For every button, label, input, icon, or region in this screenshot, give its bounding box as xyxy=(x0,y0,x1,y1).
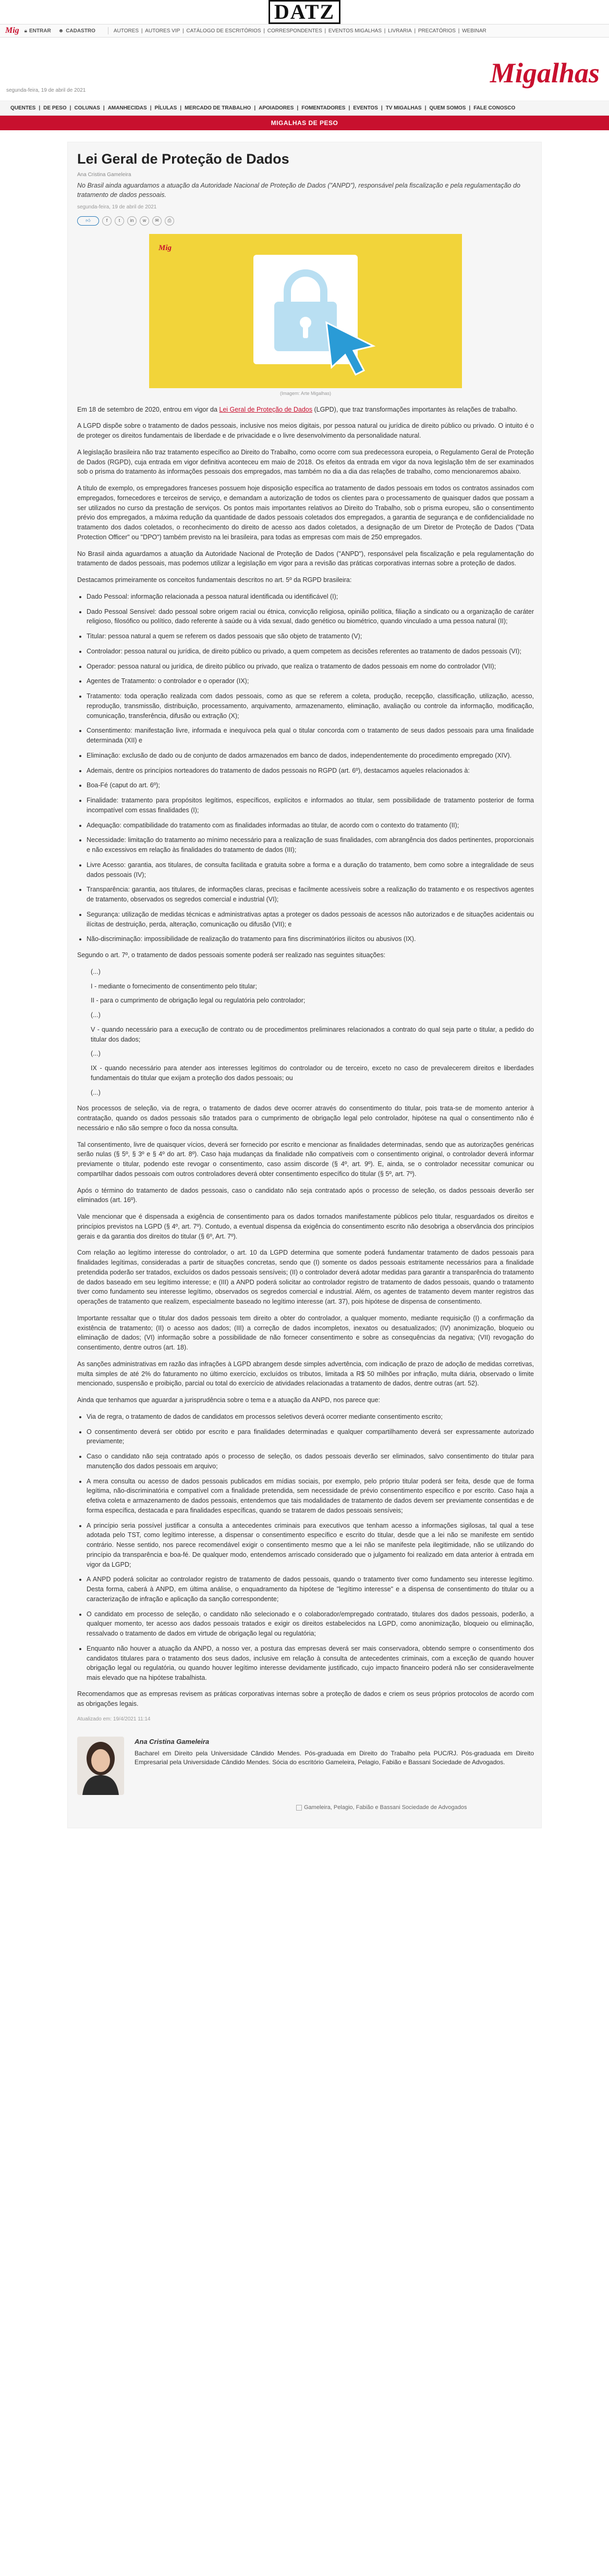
nav-separator: | xyxy=(424,105,427,111)
quote-line: (...) xyxy=(91,1011,101,1019)
section-banner[interactable]: MIGALHAS DE PESO xyxy=(0,116,609,130)
closing-paragraph: Recomendamos que as empresas revisem as práticas corporativas internas sobre a proteção de dados e criem os seus próprios protocolos de acordo com as obrigações legais. xyxy=(77,1690,534,1707)
article xyxy=(67,142,542,1828)
paragraph-group xyxy=(77,1104,534,1405)
lock-icon: 🔒︎ xyxy=(24,28,27,34)
paragraph: No Brasil ainda aguardamos a atuação da Autoridade Nacional de Proteção de Dados ("ANPD"), responsável pela fiscalização e pela regulamentação do tratamento de dados pessoais, mas podemos utilizar a legislação em vigor para a revisão das práticas corporativas internas sobre a proteção de dados. xyxy=(77,550,534,567)
small-brand-logo[interactable]: Mig xyxy=(5,26,19,35)
nav-separator: | xyxy=(348,105,350,111)
nav-item[interactable]: FOMENTADORES xyxy=(301,105,346,111)
definition-item: • Finalidade: tratamento para propósitos legítimos, específicos, explícitos e informados ao titular, sem possibilidade de tratamento posterior de forma incompatível com essas finalidades (I); xyxy=(87,796,534,815)
quote-line: II - para o cumprimento de obrigação legal ou regulatória pelo controlador; xyxy=(91,997,306,1005)
site-header xyxy=(0,38,609,101)
law-firm-logo[interactable] xyxy=(296,1803,534,1812)
definition-item: • Dado Pessoal Sensível: dado pessoal sobre origem racial ou étnica, convicção religiosa, opinião política, filiação a sindicato ou a organização de caráter religioso, filosófico ou político, dado referente à saúde ou à vida sexual, dado genético ou biométrico, quando vinculado a uma pessoa natural (II); xyxy=(87,607,534,627)
paragraph: A legislação brasileira não traz tratamento específico ao Direito do Trabalho, como ocorre com sua predecessora europeia, o Regulamento Geral de Proteção de Dados (RGPD), cuja entrada em vigor definitiva aconteceu em maio de 2018. Os efeitos da entrada em vigor da nova legislação têm de ser examinados sob o prisma do tratamento às informações pessoais dos empregados, mas também no dia a dia das relações de trabalho, como mencionaremos abaixo. xyxy=(77,448,534,476)
image-brand-logo: Mig xyxy=(159,244,172,252)
top-link[interactable]: CORRESPONDENTES xyxy=(267,28,322,34)
conclusions-list xyxy=(87,1412,534,1683)
link-separator: | xyxy=(383,28,387,34)
quote-line: (...) xyxy=(91,968,101,975)
nav-item[interactable]: APOIADORES xyxy=(259,105,294,111)
like-button[interactable]: 👍︎ xyxy=(77,216,99,226)
conclusion-item: • A mera consulta ou acesso de dados pessoais publicados em mídias sociais, por exemplo, pelo próprio titular poderá ser feita, desde que de forma legítima, não-discriminatória e compatível com a finalidade pretendida, sem necessidade de prévio consentimento específico e por escrito. Caso haja a efetiva coleta e armazenamento de dados pessoais, entendemos que tais modalidades de tratamento de dados devem ser previamente consentidas e de forma específica, destacada e para finalidades específicas, quando se tratarem de dados pessoais sensíveis; xyxy=(87,1477,534,1516)
email-icon[interactable]: ✉ xyxy=(152,216,162,226)
author-portrait xyxy=(77,1737,124,1795)
link-separator: | xyxy=(262,28,266,34)
definitions-list xyxy=(87,592,534,944)
login-link[interactable] xyxy=(25,28,51,34)
top-utility-bar xyxy=(0,24,609,38)
quote-line: V - quando necessário para a execução de contrato ou de procedimentos preliminares relacionados a contrato do qual seja parte o titular, a pedido do titular dos dados; xyxy=(91,1025,534,1043)
user-icon: ☻ xyxy=(58,28,64,34)
login-label: ENTRAR xyxy=(29,28,51,34)
nav-separator: | xyxy=(39,105,41,111)
paragraph-text: Em 18 de setembro de 2020, entrou em vigor da xyxy=(77,405,220,413)
paragraph: A título de exemplo, os empregadores franceses possuem hoje disposição específica ao tratamento de dados pessoais em todos os contratos assinados com empregados, fornecedores e terceiros de serviço, e demandam a autorização de todos os clientes para o processamento de quaisquer dados que possam a ser utilizados no curso da prestação de serviços. Os pontos mais importantes relativos ao Direito do Trabalho, sob o prisma europeu, são o consentimento prévio dos empregados, a máxima redução da quantidade de dados pessoais coletados dos empregados, a garantia de segurança e de confidencialidade no tratamento dos dados coletados, o reconhecimento do direito de acesso aos dados coletados, a designação de um Diretor de Proteção de Dados ("Data Protection Officer" ou "DPO") também previsto na lei brasileira, para todas as empresas com mais de 250 empregados. xyxy=(77,485,534,541)
nav-item[interactable]: PÍLULAS xyxy=(154,105,177,111)
quote-line: IX - quando necessário para atender aos interesses legítimos do controlador ou de terceiro, exceto no caso de prevalecerem direitos e liberdades fundamentais do titular que exijam a proteção dos dados pessoais; ou xyxy=(91,1064,534,1082)
author-description: Bacharel em Direito pela Universidade Cândido Mendes. Pós-graduada em Direito do Trabalho pela PUC/RJ. Pós-graduada em Direito Empresarial pela Universidade Cândido Mendes. Sócia do escritório Gameleira, Pelagio, Fabião e Bassani Sociedade de Advogados. xyxy=(135,1749,534,1766)
top-link[interactable]: PRECATÓRIOS xyxy=(418,28,456,34)
paragraph: Destacamos primeiramente os conceitos fundamentais descritos no art. 5º da RGPD brasileira: xyxy=(77,576,352,584)
conclusion-item: • O consentimento deverá ser obtido por escrito e para finalidades determinadas e qualquer compartilhamento deverá ser expressamente autorizado previamente; xyxy=(87,1427,534,1447)
link-separator: | xyxy=(140,28,144,34)
header-date: segunda-feira, 19 de abril de 2021 xyxy=(6,88,86,93)
image-caption: (Imagem: Arte Migalhas) xyxy=(279,391,332,396)
nav-item[interactable]: EVENTOS xyxy=(353,105,378,111)
definition-item: • Controlador: pessoa natural ou jurídica, de direito público ou privado, a quem competem as decisões referentes ao tratamento de dados pessoais (VI); xyxy=(87,647,534,657)
top-link[interactable]: EVENTOS MIGALHAS xyxy=(328,28,382,34)
definition-item: • Consentimento: manifestação livre, informada e inequívoca pela qual o titular concorda com o tratamento de seus dados pessoais para uma finalidade determinada (XII) e xyxy=(87,726,534,746)
definition-item: • Tratamento: toda operação realizada com dados pessoais, como as que se referem a coleta, produção, recepção, classificação, utilização, acesso, reprodução, transmissão, distribuição, processamento, arquivamento, armazenamento, eliminação, avaliação ou controle da informação, modificação, comunicação, transferência, difusão ou extração (X); xyxy=(87,691,534,721)
paragraph-group xyxy=(77,421,534,585)
share-bar xyxy=(77,216,534,226)
linkedin-icon[interactable]: in xyxy=(127,216,137,226)
author-bio xyxy=(77,1737,534,1795)
quote-line: I - mediante o fornecimento de consentimento pelo titular; xyxy=(91,982,257,990)
nav-separator: | xyxy=(150,105,152,111)
facebook-icon[interactable]: f xyxy=(102,216,112,226)
link-separator: | xyxy=(181,28,186,34)
paragraph: Ainda que tenhamos que aguardar a jurisprudência sobre o tema e a atuação da ANPD, nos parece que: xyxy=(77,1396,380,1404)
link-separator: | xyxy=(323,28,327,34)
article-lede: No Brasil ainda aguardamos a atuação da Autoridade Nacional de Proteção de Dados ("ANPD"), responsável pela fiscalização e pela regulamentação do tratamento de dados pessoais. xyxy=(77,181,520,199)
whatsapp-icon[interactable]: w xyxy=(140,216,149,226)
article-author[interactable]: Ana Cristina Gameleira xyxy=(77,171,131,178)
nav-item[interactable]: MERCADO DE TRABALHO xyxy=(185,105,251,111)
nav-item[interactable]: QUENTES xyxy=(10,105,36,111)
link-separator: | xyxy=(412,28,417,34)
ad-logo: DATZ xyxy=(269,0,340,24)
twitter-icon[interactable]: t xyxy=(115,216,124,226)
conclusion-item: • Via de regra, o tratamento de dados de candidatos em processos seletivos deverá ocorrer mediante consentimento escrito; xyxy=(87,1412,534,1422)
nav-separator: | xyxy=(254,105,256,111)
top-advertisement[interactable] xyxy=(0,0,609,24)
conclusion-item: • O candidato em processo de seleção, o candidato não selecionado e o colaborador/empregado contratado, titulares dos dados pessoais, poderão, a qualquer momento, ter acesso aos dados pessoais tratados e exigir os direitos estabelecidos na LGPD, como anonimização, bloqueio ou eliminação, ressalvado o tratamento de dados em virtude de obrigação legal ou regulatória; xyxy=(87,1609,534,1639)
nav-item[interactable]: QUEM SOMOS xyxy=(429,105,466,111)
nav-item[interactable]: DE PESO xyxy=(43,105,67,111)
paragraph: A LGPD dispõe sobre o tratamento de dados pessoais, inclusive nos meios digitais, por pessoa natural ou jurídica de direito público ou privado. O intuito é o de proteger os direitos fundamentais de liberdade e de privacidade e o livre desenvolvimento da personalidade natural. xyxy=(77,422,534,439)
article-image xyxy=(149,234,462,388)
definition-item: • Dado Pessoal: informação relacionada a pessoa natural identificada ou identificável (I); xyxy=(87,592,534,602)
nav-separator: | xyxy=(69,105,71,111)
main-navigation xyxy=(0,101,609,116)
site-logo[interactable]: Migalhas xyxy=(490,57,600,89)
conclusion-item: • A ANPD poderá solicitar ao controlador registro de tratamento de dados pessoais, quando o tratamento tiver como fundamento seu interesse legítimo. Desta forma, caberá à ANPD, em última análise, o enquadramento da hipótese de "legítimo interesse" e a dispensa de consentimento do titular ou a caracterização de infração e aplicação da sanção correspondente; xyxy=(87,1575,534,1604)
definition-item: • Livre Acesso: garantia, aos titulares, de consulta facilitada e gratuita sobre a forma e a duração do tratamento, bem como sobre a integralidade de seus dados pessoais (IV); xyxy=(87,860,534,880)
law-firm-name: Gameleira, Pelagio, Fabião e Bassani Sociedade de Advogados xyxy=(304,1804,467,1811)
definition-item: • Adequação: compatibilidade do tratamento com as finalidades informadas ao titular, de acordo com o contexto do tratamento (II); xyxy=(87,821,534,831)
nav-item[interactable]: COLUNAS xyxy=(74,105,100,111)
definition-item: • Necessidade: limitação do tratamento ao mínimo necessário para a realização de suas finalidades, com abrangência dos dados pertinentes, proporcionais e não excessivos em relação às finalidades do tratamento de dados (III); xyxy=(87,835,534,855)
nav-separator: | xyxy=(381,105,383,111)
definition-item: • Eliminação: exclusão de dado ou de conjunto de dados armazenados em banco de dados, independentemente do procedimento empregado (XIV). xyxy=(87,751,534,761)
quote-line: (...) xyxy=(91,1088,101,1096)
definition-item: • Não-discriminação: impossibilidade de realização do tratamento para fins discriminatórios ilícitos ou abusivos (IX). xyxy=(87,934,534,944)
definition-item: • Ademais, dentre os princípios norteadores do tratamento de dados pessoais no RGPD (art. 6º), destacamos aqueles relacionados à: xyxy=(87,766,534,776)
top-link[interactable]: WEBINAR xyxy=(462,28,486,34)
nav-item[interactable]: FALE CONOSCO xyxy=(473,105,516,111)
definition-item: • Segurança: utilização de medidas técnicas e administrativas aptas a proteger os dados pessoais de acessos não autorizados e de situações acidentais ou ilícitas de destruição, perda, alteração, comunicação ou difusão (VII); e xyxy=(87,910,534,930)
conclusion-item: • Caso o candidato não seja contratado após o processo de seleção, os dados pessoais deverão ser eliminados, salvo consentimento do titular para manutenção dos dados pessoais em arquivo; xyxy=(87,1452,534,1471)
signup-label: CADASTRO xyxy=(66,28,95,34)
paragraph: Nos processos de seleção, via de regra, o tratamento de dados deve ocorrer através do consentimento do titular, pois trata-se de momento anterior à contratação, quando os dados pessoais são tratados para o cumprimento de obrigação legal pelo controlador, hipótese na qual o consentimento não é necessário e não são sempre o foco da nossa consulta. xyxy=(77,1105,534,1132)
lgpd-link[interactable]: Lei Geral de Proteção de Dados xyxy=(219,405,312,413)
padlock-cursor-illustration xyxy=(149,234,462,388)
paragraph: Segundo o art. 7º, o tratamento de dados pessoais somente poderá ser realizado nas seguintes situações: xyxy=(77,951,386,959)
paragraph: Com relação ao legítimo interesse do controlador, o art. 10 da LGPD determina que somente poderá fundamentar tratamento de dados pessoais para finalidades legítimas, consideradas a partir de situações concretas, sendo que (I) somente os dados pessoais estritamente necessários para a finalidade pretendida poderão ser tratados, excluídos os dados pessoais sensíveis; (II) o controlador deverá adotar medidas para garantir a transparência do tratamento de dados baseado em seu legítimo interesse; e (III) a ANPD poderá solicitar ao controlador registro de tratamento de dados pessoais, quando o tratamento tiver como fundamento seu interesse legítimo, observados os segredos comercial e industrial. Além, os agentes de tratamento devem manter registros das operações de tratamento que realizem, especialmente baseado no legítimo interesse (art. 37), pois hipótese de dispensa de consentimento. xyxy=(77,1249,534,1305)
nav-separator: | xyxy=(297,105,299,111)
top-link[interactable]: CATÁLOGO DE ESCRITÓRIOS xyxy=(186,28,261,34)
top-link[interactable]: AUTORES VIP xyxy=(145,28,180,34)
nav-item[interactable]: AMANHECIDAS xyxy=(107,105,147,111)
author-name[interactable]: Ana Cristina Gameleira xyxy=(135,1738,210,1746)
paragraph: Após o término do tratamento de dados pessoais, caso o candidato não seja contratado após o processo de seleção, os dados pessoais deverão ser eliminados (art. 16º). xyxy=(77,1186,534,1204)
article-date: segunda-feira, 19 de abril de 2021 xyxy=(77,204,157,210)
nav-item[interactable]: TV MIGALHAS xyxy=(385,105,422,111)
nav-separator: | xyxy=(469,105,471,111)
signup-link[interactable] xyxy=(58,28,95,34)
author-bio-text xyxy=(135,1737,534,1771)
conclusion-item: • Enquanto não houver a atuação da ANPD, a nosso ver, a postura das empresas deverá ser mais conservadora, obtendo sempre o consentimento dos candidatos titulares para o tratamento dos seus dados, inclusive em relação à consulta de antecedentes criminais, com a exceção de quando houver obrigação legal ou regulatória, ou quando houver legítimo interesse devidamente justificado, cujo impacto financeiro poderá não ser consideravelmente mais elevado que na hipótese trabalhista. xyxy=(87,1644,534,1683)
top-link[interactable]: AUTORES xyxy=(113,28,139,34)
paragraph-text: (LGPD), que traz transformações importantes às relações de trabalho. xyxy=(312,405,518,413)
link-separator: | xyxy=(456,28,461,34)
definition-item: • Transparência: garantia, aos titulares, de informações claras, precisas e facilmente acessíveis sobre a realização do tratamento e os respectivos agentes de tratamento, observados os segredos comercial e industrial (VI); xyxy=(87,885,534,905)
author-photo[interactable] xyxy=(77,1737,124,1795)
definition-item: • Operador: pessoa natural ou jurídica, de direito público ou privado, que realiza o tratamento de dados pessoais em nome do controlador (VII); xyxy=(87,662,534,672)
paragraph: Vale mencionar que é dispensada a exigência de consentimento para os dados tornados manifestamente públicos pelo titular, resguardados os direitos e princípios previstos na LGPD (§ 4º, art. 7º). Contudo, a eventual dispensa da exigência do consentimento escrito não desobriga a observância dos princípios gerais e da garantia dos direitos do titular (§ 6º, Art. 7º). xyxy=(77,1213,534,1240)
nav-separator: | xyxy=(103,105,105,111)
article-title: Lei Geral de Proteção de Dados xyxy=(77,151,289,167)
article-7-quote xyxy=(91,967,534,1098)
quote-line: (...) xyxy=(91,1050,101,1058)
updated-timestamp: Atualizado em: 19/4/2021 11:14 xyxy=(77,1716,151,1723)
print-icon[interactable]: ⎙ xyxy=(165,216,174,226)
paragraph xyxy=(77,405,534,415)
broken-image-icon xyxy=(296,1805,302,1811)
definition-item: • Boa-Fé (caput do art. 6º); xyxy=(87,781,534,790)
nav-separator: | xyxy=(180,105,182,111)
paragraph: Tal consentimento, livre de quaisquer vícios, deverá ser fornecido por escrito e mencionar as finalidades determinadas, sendo que as autorizações genéricas serão nulas (§ 5º, § 3º e § 4º do art. 8º). Caso haja mudanças da finalidade não compatíveis com o consentimento original, o controlador deverá informar previamente o titular, podendo este revogar o consentimento, caso assim discorde (§ 4º, art. 9º). E, ainda, se o controlador necessitar comunicar ou compartilhar dados pessoais com outros controladores deverá obter consentimento específico do titular (§ 5º, art. 7º). xyxy=(77,1141,534,1178)
paragraph: As sanções administrativas em razão das infrações à LGPD abrangem desde simples advertência, com indicação de prazo de adoção de medidas corretivas, multa simples de até 2% do faturamento no último exercício, excluídos os tributos, limitada a R$ 50 milhões por infração, multa diária, observado o limite mencionado, suspensão e proibição, parcial ou total do exercício de atividades relacionadas a tratamento de dados, dentre outras (art. 52). xyxy=(77,1360,534,1388)
definition-item: • Agentes de Tratamento: o controlador e o operador (IX); xyxy=(87,676,534,686)
paragraph: Importante ressaltar que o titular dos dados pessoais tem direito a obter do controlador, a qualquer momento, mediante requisição (I) a confirmação da existência de tratamento; (II) o acesso aos dados; (III) a correção de dados incompletos, inexatos ou desatualizados; (IV) anonimização, bloqueio ou eliminação de dados; (VI) informação sobre a possibilidade de não fornecer consentimento e sobre as consequências da negativa; (VII) revogação do consentimento, dentre outros (art. 18). xyxy=(77,1314,534,1351)
definition-item: • Titular: pessoa natural a quem se referem os dados pessoais que são objeto de tratamento (V); xyxy=(87,631,534,641)
conclusion-item: • A princípio seria possível justificar a consulta a antecedentes criminais para executivos que tenham acesso a informações sigilosas, tal qual a tese adotada pelo TST, como legítimo interesse, a dispensar o consentimento específico e escrito do titular, desde que a lei não se manifeste em sentido contrário. Nesse sentido, nos parece recomendável exigir o consentimento mesmo que a lei não se manifeste pela ilegitimidade, não se utilizando do princípio da transparência e boa-fé. De qualquer modo, entendemos arriscado considerado que o julgamento foi realizado em data anterior à entrada em vigor da LGPD; xyxy=(87,1521,534,1570)
top-link[interactable]: LIVRARIA xyxy=(388,28,412,34)
top-links xyxy=(114,28,488,34)
